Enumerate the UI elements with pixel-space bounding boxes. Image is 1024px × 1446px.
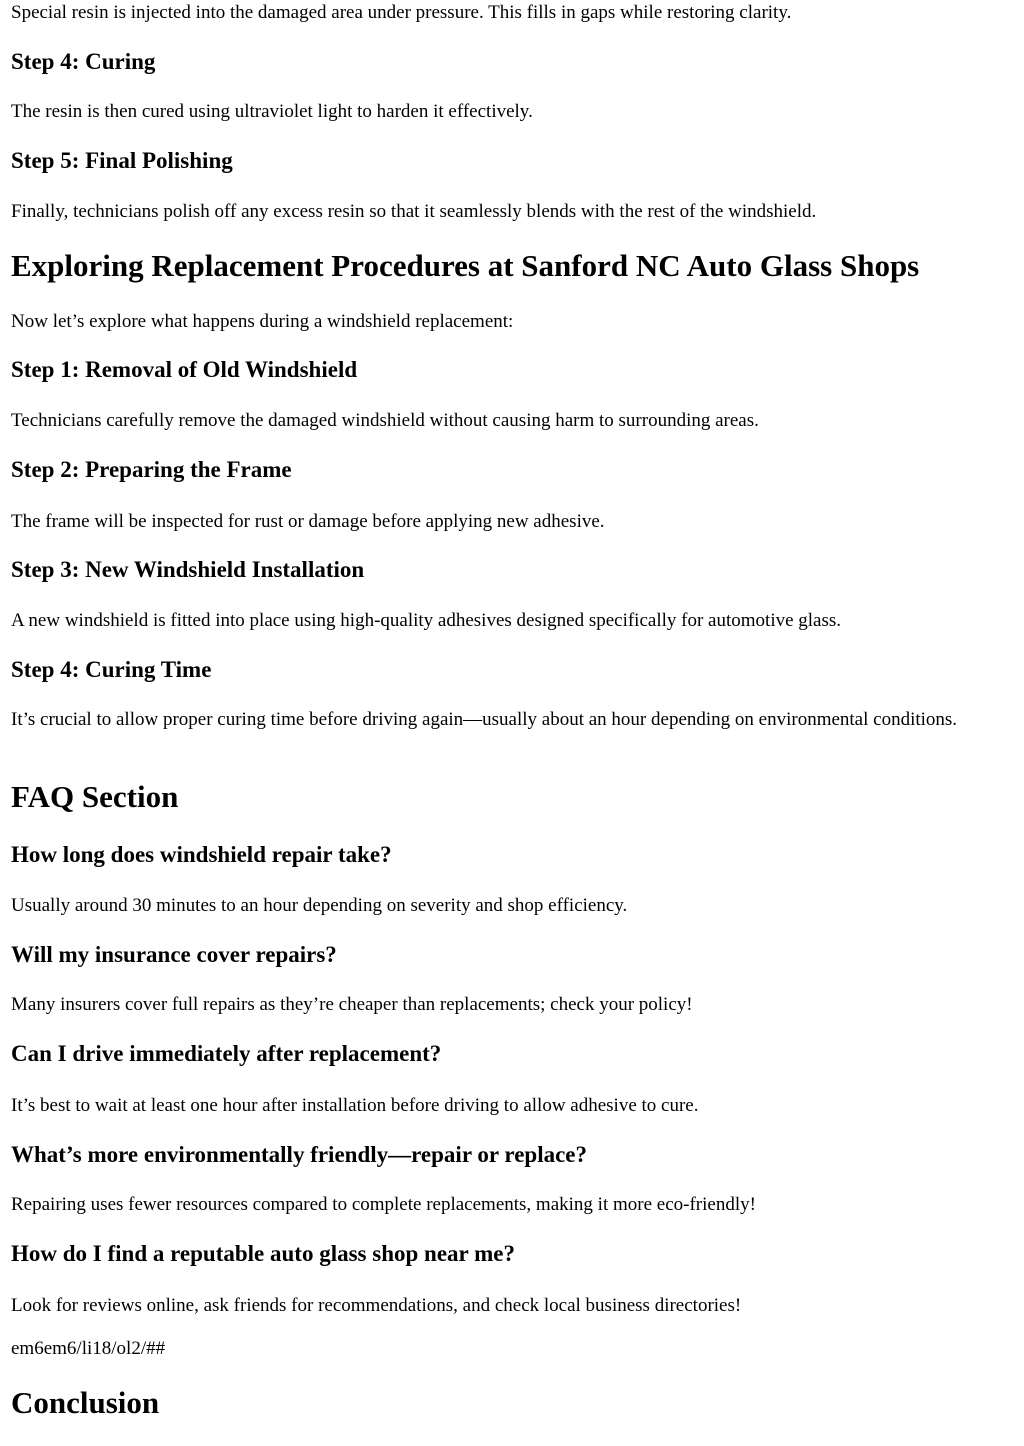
faq-question: How do I find a reputable auto glass shop near me? — [11, 1241, 515, 1266]
faq-heading: FAQ Section — [11, 779, 179, 814]
replacement-step1-title: Step 1: Removal of Old Windshield — [11, 357, 358, 382]
faq-answer: Usually around 30 minutes to an hour depending on severity and shop efficiency. — [11, 895, 628, 916]
faq-question: Can I drive immediately after replacement? — [11, 1041, 442, 1066]
repair-step4-title: Step 4: Curing — [11, 49, 156, 74]
replacement-intro: Now let’s explore what happens during a windshield replacement: — [11, 311, 514, 332]
faq-answer: Repairing uses fewer resources compared to complete replacements, making it more eco-friendly! — [11, 1194, 756, 1215]
faq-question: How long does windshield repair take? — [11, 842, 392, 867]
conclusion-heading: Conclusion — [11, 1385, 160, 1420]
replacement-step1-text: Technicians carefully remove the damaged windshield without causing harm to surrounding areas. — [11, 410, 759, 431]
faq-answer: Many insurers cover full repairs as they’re cheaper than replacements; check your policy! — [11, 994, 693, 1015]
replacement-heading: Exploring Replacement Procedures at Sanford NC Auto Glass Shops — [11, 248, 920, 283]
faq-question: Will my insurance cover repairs? — [11, 942, 337, 967]
stray-markup-text: em6em6/li18/ol2/## — [11, 1338, 166, 1359]
replacement-step4-text: It’s crucial to allow proper curing time before driving again—usually about an hour depending on environmental conditions. — [11, 709, 958, 730]
replacement-step2-title: Step 2: Preparing the Frame — [11, 457, 292, 482]
replacement-step4-title: Step 4: Curing Time — [11, 657, 212, 682]
replacement-step3-text: A new windshield is fitted into place using high-quality adhesives designed specifically for automotive glass. — [11, 610, 842, 631]
replacement-step3-title: Step 3: New Windshield Installation — [11, 557, 365, 582]
repair-step5-text: Finally, technicians polish off any excess resin so that it seamlessly blends with the rest of the windshield. — [11, 201, 817, 222]
repair-step4-text: The resin is then cured using ultraviolet light to harden it effectively. — [11, 101, 533, 122]
repair-step3-text: Special resin is injected into the damaged area under pressure. This fills in gaps while restoring clarity. — [11, 2, 792, 23]
faq-answer: Look for reviews online, ask friends for recommendations, and check local business directories! — [11, 1295, 742, 1316]
faq-question: What’s more environmentally friendly—repair or replace? — [11, 1142, 587, 1167]
repair-step5-title: Step 5: Final Polishing — [11, 148, 233, 173]
replacement-step2-text: The frame will be inspected for rust or damage before applying new adhesive. — [11, 511, 605, 532]
faq-answer: It’s best to wait at least one hour after installation before driving to allow adhesive to cure. — [11, 1095, 699, 1116]
